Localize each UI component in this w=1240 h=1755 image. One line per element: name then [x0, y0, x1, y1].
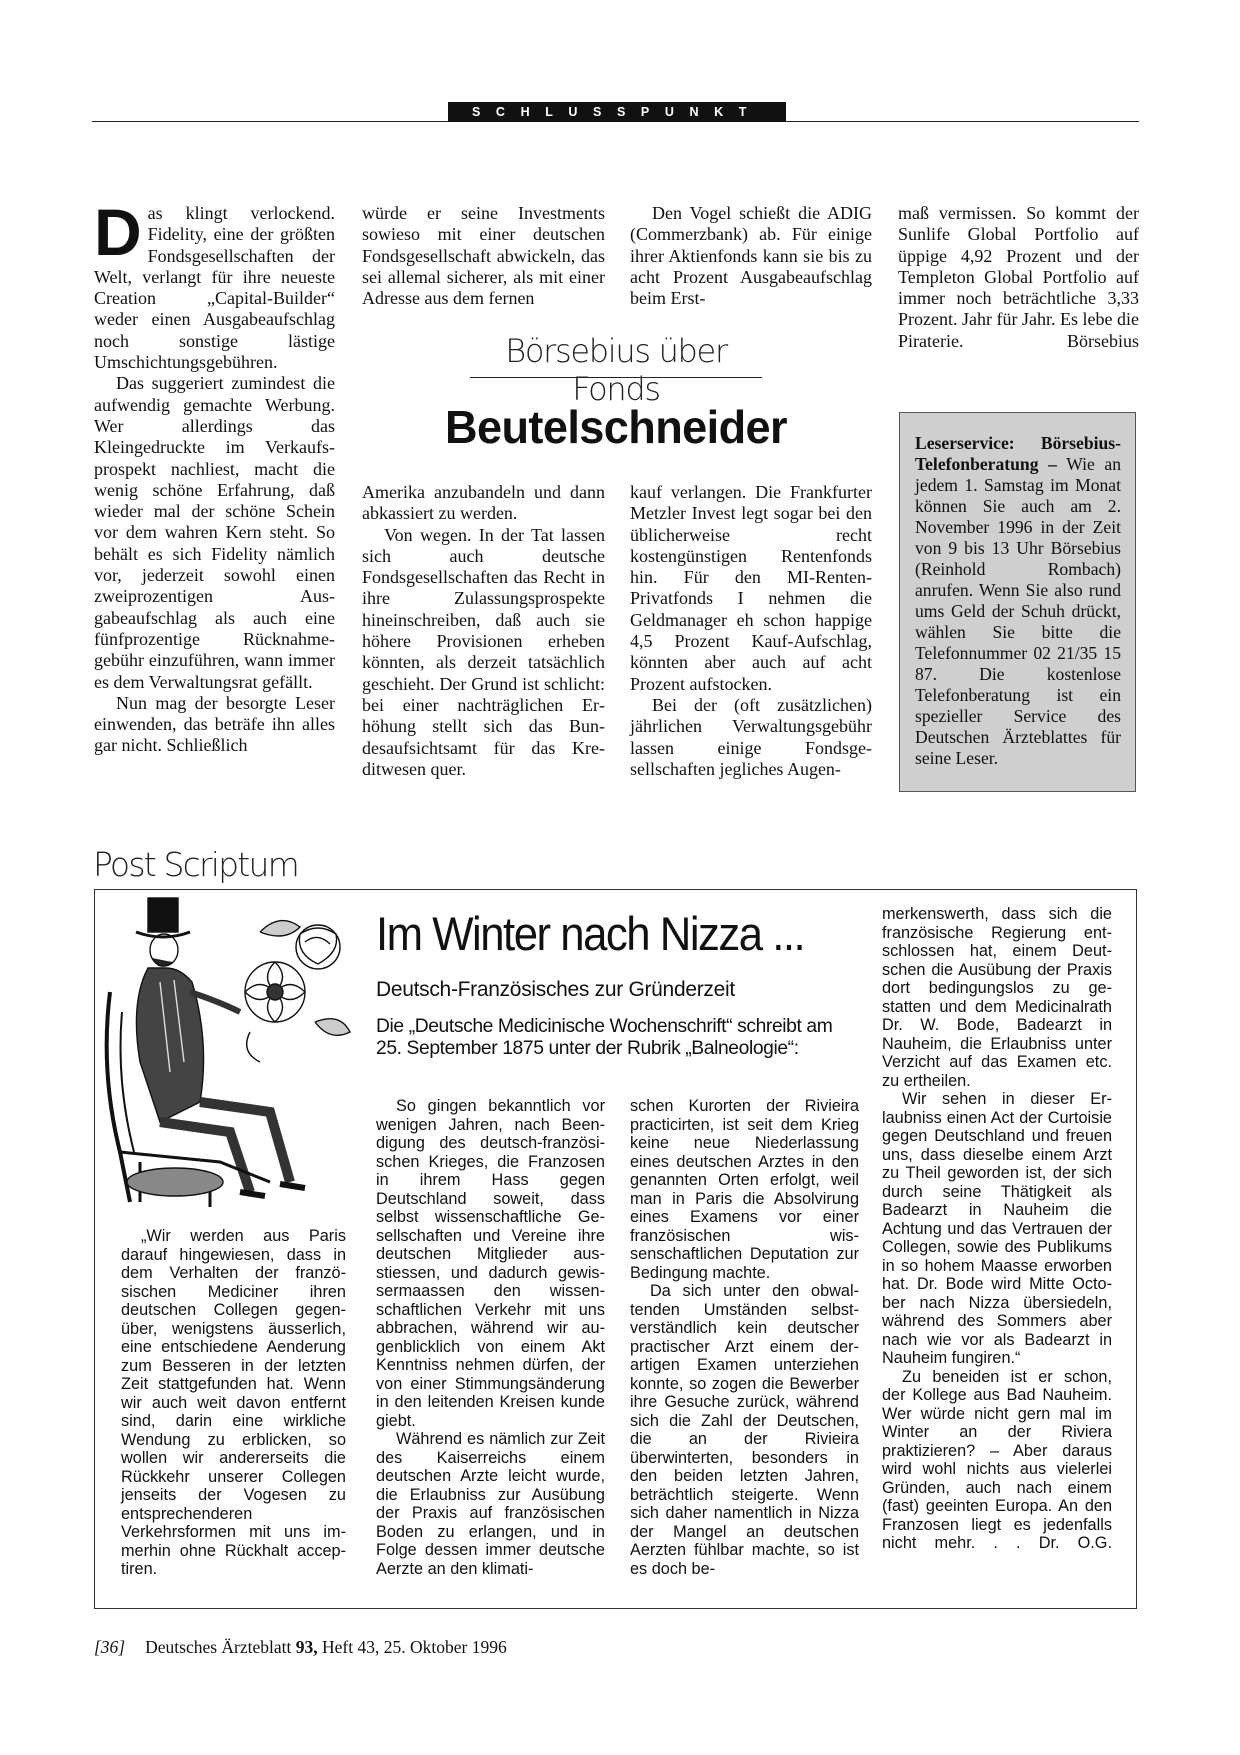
author-signature: Börsebius: [1067, 330, 1139, 351]
article-kicker: Börsebius über Fonds: [505, 332, 727, 408]
page-footer: [94, 1637, 507, 1658]
postscriptum-paragraph: Wir sehen in dieser Erlaubniss einen Act der Curtoisie gegen Deutschland und freuen uns, dass dieselbe einem Arzt zu Theil geworden ist, der sich durch seine Thätigkeit als Badearzt in Nauheim die Achtung und das Vertrauen der Collegen, sowie des Publikums in so hohem Maasse erworben hat. Dr. Bode wird Mitte October nach Nizza übersiedeln, während des Sommers aber nach wie vor als Badearzt in Nauheim fungiren.“: [882, 1090, 1112, 1367]
postscriptum-column-3: [630, 1097, 859, 1578]
postscriptum-title: Im Winter nach Nizza ...: [376, 907, 805, 960]
article-column-3-bottom: [630, 482, 872, 780]
postscriptum-paragraph: „Wir werden aus Paris darauf hingewiesen, dass in dem Verhalten der französischen Mediciner ihren deutschen Collegen gegenüber, wenigstens äusserlich, eine entschiedene Aenderung zum Besseren in der letzten Zeit stattgefunden hat. Wenn wir auch weit davon entfernt sind, darin eine wirkliche Wendung zu erblicken, so wollen wir andererseits die Rückkehr unserer Collegen jenseits der Vogesen zu entsprechenderen Verkehrsformen mit uns immerhin ohne Rückhalt acceptiren.: [121, 1227, 346, 1578]
page-number: [36]: [94, 1637, 126, 1657]
postscriptum-subtitle: Deutsch-Französisches zur Gründerzeit: [376, 978, 735, 1001]
journal-volume: 93,: [295, 1637, 318, 1657]
article-column-3-top: [630, 203, 872, 309]
postscriptum-paragraph: merkenswerth, dass sich die französische Regierung entschlossen hat, einem Deutschen die Ausübung der Praxis dort bedingungslos zu gestatten und dem Medicinalrath Dr. W. Bode, Badearzt in Nauheim, die Erlaubniss unter Verzicht auf das Examen etc. zu ertheilen.: [882, 905, 1112, 1090]
postscriptum-paragraph: [882, 1368, 1112, 1553]
postscriptum-intro: Die „Deutsche Medicinische Wochenschrift“ schreibt am 25. September 1875 unter der Rubrik „Balneologie“:: [376, 1016, 833, 1059]
article-column-1: [94, 195, 335, 757]
postscriptum-paragraph: schen Kurorten der Rivieira practicirten, ist seit dem Krieg keine neue Niederlassung eines deutschen Arztes in den genannten Orten erfolgt, weil man in Paris die Absolvirung eines Examens vor einer französischen wissenschaftlichen Deputation zur Bedingung machte.: [630, 1097, 859, 1282]
postscriptum-column-1: [121, 1227, 346, 1579]
postscriptum-column-4: [882, 905, 1112, 1553]
drop-cap: D: [94, 195, 142, 269]
article-paragraph: Nun mag der besorgte Leser einwenden, das beträfe ihn alles gar nicht. Schließlich: [94, 692, 335, 756]
article-paragraph: [898, 203, 1139, 352]
postscriptum-text: Zu beneiden ist er schon, der Kollege aus Bad Nauheim. Wer würde nicht gern mal im Winter an der Riviera praktizieren? – Aber daraus wird wohl nichts aus vielerlei Gründen, auch nach einem (fast) geeinten Europa. An den Franzosen liegt es jedenfalls nicht mehr. . .: [882, 1367, 1112, 1552]
article-column-4-top: [898, 203, 1139, 352]
section-label: SCHLUSSPUNKT: [448, 102, 786, 122]
article-paragraph: Bei der (oft zusätzlichen) jährlichen Verwaltungsgebühr lassen einige Fondsgesellschaften jegliches Augen-: [630, 694, 872, 779]
article-paragraph: Amerika anzubandeln und dann abkassiert zu werden.: [362, 482, 605, 524]
journal-name: Deutsches Ärzteblatt: [145, 1637, 292, 1657]
journal-issue: Heft 43, 25. Oktober 1996: [322, 1637, 507, 1657]
article-paragraph: würde er seine Investments sowieso mit einer deutschen Fondsgesellschaft abwickeln, das sei allemal sicherer, als mit einer Adresse aus dem fernen: [362, 203, 605, 309]
service-box-title: Leserservice: Börsebius-Telefonberatung –: [915, 433, 1121, 474]
article-paragraph: Das suggeriert zumindest die aufwendig gemachte Werbung. Wer allerdings das Kleingedruckte im Verkaufsprospekt nachliest, macht die wenig schöne Erfahrung, daß wieder mal der schöne Schein vor dem wahren Kern steht. So behält es sich Fidelity nämlich vor, jederzeit sowohl einen zweiprozentigen Ausgabeaufschlag als auch eine fünfprozentige Rücknahmegebühr einzuführen, wann immer es dem Verwaltungsrat gefällt.: [94, 373, 335, 692]
article-text: maß vermissen. So kommt der Sunlife Global Portfolio auf üppige 4,92 Prozent und der Templeton Global Portfolio auf immer noch beträchtliche 3,33 Prozent. Jahr für Jahr. Es lebe die Piraterie.: [898, 203, 1139, 351]
article-paragraph: Von wegen. In der Tat lassen sich auch deutsche Fondsgesellschaften das Recht in ihre Zulassungsprospekte hineinschreiben, daß auch sie höhere Provisionen erheben könnten, als derzeit tatsächlich geschieht. Der Grund ist schlicht: bei einer nachträglichen Erhöhung stellt sich das Bundesaufsichtsamt für das Kreditwesen quer.: [362, 524, 605, 779]
postscriptum-column-2: [376, 1097, 605, 1578]
article-column-2-top: [362, 203, 605, 309]
article-paragraph: kauf verlangen. Die Frankfurter Metzler Invest legt sogar bei den üblicherweise recht kostengünstigen Rentenfonds hin. Für den MI-Renten-Privatfonds I nehmen die Geldmanager eh schon happige 4,5 Prozent Kauf-Aufschlag, könnten aber auch auf acht Prozent aufstocken.: [630, 482, 872, 694]
reader-service-box: [899, 412, 1136, 792]
gentleman-engraving-illustration: [100, 892, 360, 1212]
article-paragraph: Den Vogel schießt die ADIG (Commerzbank) ab. Für einige ihrer Aktienfonds kann sie bis zu acht Prozent Ausgabeaufschlag beim Erst-: [630, 203, 872, 309]
postscriptum-paragraph: Da sich unter den obwaltenden Umständen selbstverständlich kein deutscher practischer Arzt einem derartigen Examen unterziehen konnte, so zogen die Bewerber ihre Gesuche zurück, während sich die Zahl der Deutschen, die an der Rivieira überwinterten, besonders in den beiden letzten Jahren, beträchtlich steigerte. Wenn sich daher namentlich in Nizza der Mangel an deutschen Aerzten fühlbar machte, so ist es doch be-: [630, 1282, 859, 1578]
kicker-rule: [470, 377, 762, 378]
postscriptum-signature: Dr. O.G.: [1038, 1534, 1112, 1552]
postscriptum-label: Post Scriptum: [93, 845, 298, 884]
article-headline: Beutelschneider: [445, 401, 787, 453]
article-paragraph: as klingt verlockend. Fidelity, eine der größten Fondsgesellschaften der Welt, verlangt für ihre neueste Creation „Capital-Builder“ weder einen Ausgabeaufschlag noch sonstige lästige Umschichtungsgebühren.: [94, 203, 335, 373]
service-box-text: Wie an jedem 1. Samstag im Monat können Sie auch am 2. November 1996 in der Zeit von 9 bis 13 Uhr Börsebius (Reinhold Rombach) anrufen. Wenn Sie also rund ums Geld der Schuh drückt, wählen Sie bitte die Telefonnummer 02 21/35 15 87. Die kostenlose Telefonberatung ist ein spezieller Service des Deutschen Ärzteblattes für seine Leser.: [915, 454, 1122, 768]
postscriptum-paragraph: So gingen bekanntlich vor wenigen Jahren, nach Beendigung des deutsch-französischen Krieges, die Franzosen in ihrem Hass gegen Deutschland soweit, dass selbst wissenschaftliche Gesellschaften und Vereine ihre deutschen Mitglieder ausstiessen, und dadurch gewissermaassen den wissenschaftlichen Verkehr mit uns abbrachen, während wir augenblicklich von einem Akt Kenntniss nehmen dürfen, der von einer Stimmungsänderung in den leitenden Kreisen kunde giebt.: [376, 1097, 605, 1430]
postscriptum-paragraph: Während es nämlich zur Zeit des Kaiserreichs einem deutschen Arzte leicht wurde, die Erlaubniss zur Ausübung der Praxis auf französischen Boden zu erlangen, und in Folge dessen immer deutsche Aerzte an den klimati-: [376, 1430, 605, 1578]
article-column-2-bottom: [362, 482, 605, 780]
